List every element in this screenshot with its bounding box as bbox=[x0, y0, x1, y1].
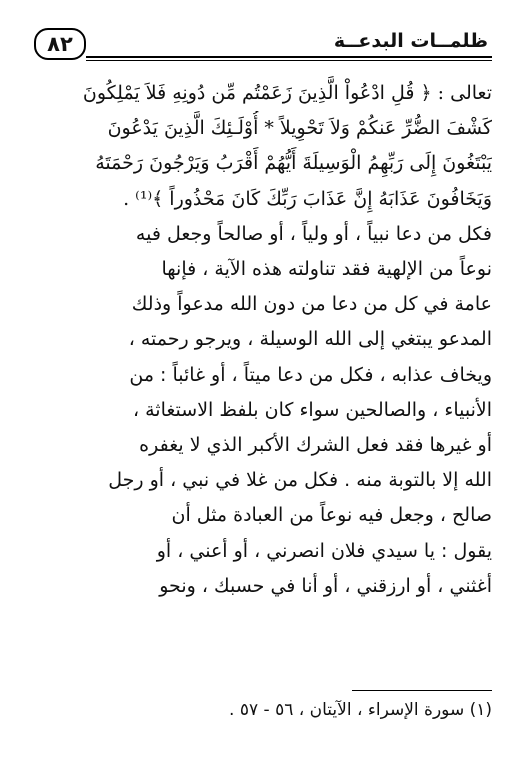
text-line: أغثني ، أو ارزقني ، أو أنا في حسبك ، ونحو bbox=[159, 574, 492, 597]
text-line: نوعاً من الإلهية فقد تناولته هذه الآية ، فإنها bbox=[161, 258, 492, 281]
quran-verse-line: تعالى : ﴿ قُلِ ادْعُواْ الَّذِينَ زَعَمْتُم مِّن دُونِهِ فَلاَ يَمْلِكُونَ bbox=[82, 82, 492, 104]
text-line: المدعو يبتغي إلى الله الوسيلة ، ويرجو رحمته ، bbox=[128, 328, 492, 351]
quran-verse-line: كَشْفَ الضُّرِّ عَنكُمْ وَلاَ تَحْوِيلاً * أُوْلَـئِكَ الَّذِينَ يَدْعُونَ bbox=[107, 117, 492, 140]
page-number: ٨٢ bbox=[34, 28, 86, 60]
footnote-divider bbox=[352, 690, 492, 691]
quran-verse-line: وَيَخَافُونَ عَذَابَهُ إِنَّ عَذَابَ رَبِّكَ كَانَ مَحْذُوراً ﴾⁽¹⁾ . bbox=[123, 187, 492, 210]
page-header bbox=[34, 26, 492, 70]
text-line: ويخاف عذابه ، فكل من دعا ميتاً ، أو غائباً : من bbox=[129, 363, 492, 386]
book-title: ظلمــات البدعــة bbox=[333, 30, 488, 52]
text-line: يقول : يا سيدي فلان انصرني ، أو أعني ، أو bbox=[156, 539, 492, 562]
header-divider-thin bbox=[86, 60, 492, 61]
text-line: صالح ، وجعل فيه نوعاً من العبادة مثل أن bbox=[171, 504, 492, 527]
footnote: (١) سورة الإسراء ، الآيتان ، ٥٦ - ٥٧ . bbox=[229, 700, 492, 720]
header-divider bbox=[86, 56, 492, 58]
text-line: عامة في كل من دعا من دون الله مدعواً وذلك bbox=[131, 293, 492, 316]
text-line: الله إلا بالتوبة منه . فكل من غلا في نبي ، أو رجل bbox=[108, 469, 492, 492]
text-line: فكل من دعا نبياً ، أو ولياً ، أو صالحاً وجعل فيه bbox=[135, 222, 492, 245]
body-text bbox=[38, 76, 492, 604]
quran-verse-line: يَبْتَغُونَ إِلَى رَبِّهِمُ الْوَسِيلَةَ أَيُّهُمْ أَقْرَبُ وَيَرْجُونَ رَحْمَتَهُ bbox=[95, 152, 492, 175]
text-line: الأنبياء ، والصالحين سواء كان بلفظ الاستغاثة ، bbox=[132, 398, 492, 421]
text-line: أو غيرها فقد فعل الشرك الأكبر الذي لا يغفره bbox=[139, 434, 492, 457]
